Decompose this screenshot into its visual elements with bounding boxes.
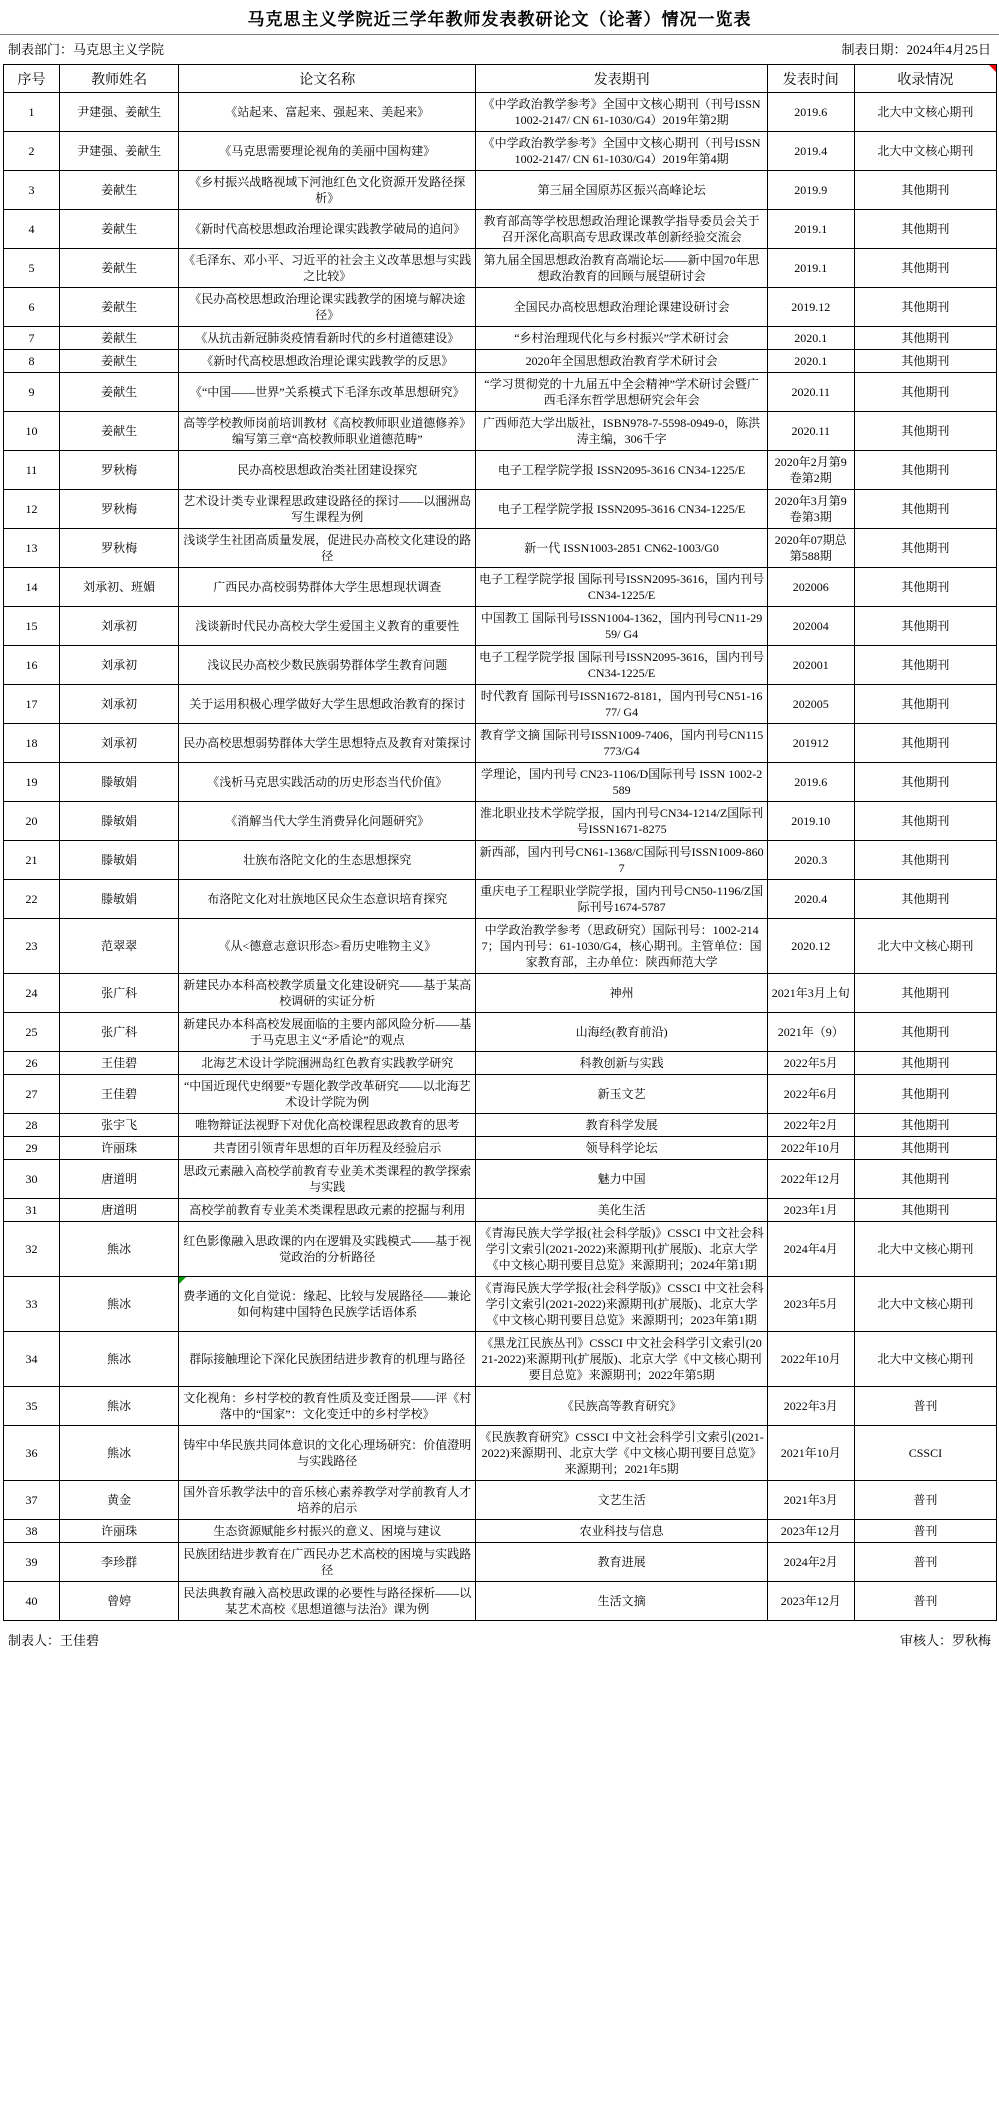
cell-index-status: CSSCI — [854, 1426, 996, 1481]
cell-teacher-name: 罗秋梅 — [60, 490, 179, 529]
table-row — [4, 93, 997, 132]
cell-paper-title: 高校学前教育专业美术类课程思政元素的挖掘与利用 — [179, 1199, 476, 1222]
table-row — [4, 1520, 997, 1543]
table-row — [4, 373, 997, 412]
cell-seq: 4 — [4, 210, 60, 249]
footer-reviewer: 审核人：罗秋梅 — [899, 1633, 991, 1648]
table-row — [4, 1582, 997, 1621]
cell-journal: 中学政治教学参考（思政研究）国际刊号：1002-2147；国内刊号：61-1030/G4，核心期刊。主管单位：国家教育部，主办单位：陕西师范大学 — [476, 919, 767, 974]
cell-seq: 32 — [4, 1222, 60, 1277]
cell-paper-title: 《毛泽东、邓小平、习近平的社会主义改革思想与实践之比较》 — [179, 249, 476, 288]
cell-teacher-name: 尹建强、姜献生 — [60, 132, 179, 171]
column-header-paper-title: 论文名称 — [179, 65, 476, 93]
cell-index-status: 其他期刊 — [854, 288, 996, 327]
cell-teacher-name: 许丽珠 — [60, 1137, 179, 1160]
cell-teacher-name: 姜献生 — [60, 350, 179, 373]
cell-teacher-name: 刘承初 — [60, 685, 179, 724]
cell-journal: 教育进展 — [476, 1543, 767, 1582]
table-row — [4, 451, 997, 490]
cell-paper-title: 民办高校思想政治类社团建设探究 — [179, 451, 476, 490]
cell-seq: 6 — [4, 288, 60, 327]
papers-table — [3, 64, 997, 1621]
cell-publish-date: 2022年3月 — [767, 1387, 854, 1426]
cell-paper-title: 《从<德意志意识形态>看历史唯物主义》 — [179, 919, 476, 974]
cell-seq: 30 — [4, 1160, 60, 1199]
cell-journal: 广西师范大学出版社，ISBN978-7-5598-0949-0，陈洪涛主编，306千字 — [476, 412, 767, 451]
table-body — [4, 93, 997, 1621]
cell-seq: 20 — [4, 802, 60, 841]
cell-journal: 教育学文摘 国际刊号ISSN1009-7406，国内刊号CN115773/G4 — [476, 724, 767, 763]
cell-index-status: 其他期刊 — [854, 1199, 996, 1222]
cell-teacher-name: 姜献生 — [60, 327, 179, 350]
cell-index-status: 北大中文核心期刊 — [854, 919, 996, 974]
cell-index-status: 其他期刊 — [854, 373, 996, 412]
cell-index-status: 其他期刊 — [854, 841, 996, 880]
table-row — [4, 568, 997, 607]
cell-journal: 《青海民族大学学报(社会科学版)》CSSCI 中文社会科学引文索引(2021-2022)来源期刊(扩展版)、北京大学《中文核心期刊要目总览》来源期刊；2024年第1期 — [476, 1222, 767, 1277]
table-row — [4, 607, 997, 646]
cell-paper-title: 红色影像融入思政课的内在逻辑及实践模式——基于视觉政治的分析路径 — [179, 1222, 476, 1277]
table-row — [4, 724, 997, 763]
cell-journal: 淮北职业技术学院学报，国内刊号CN34-1214/Z国际刊号ISSN1671-8275 — [476, 802, 767, 841]
footer-preparer: 制表人：王佳碧 — [8, 1633, 100, 1648]
cell-teacher-name: 王佳碧 — [60, 1075, 179, 1114]
cell-publish-date: 2024年4月 — [767, 1222, 854, 1277]
cell-publish-date: 2020.11 — [767, 412, 854, 451]
cell-seq: 14 — [4, 568, 60, 607]
cell-publish-date: 202006 — [767, 568, 854, 607]
cell-journal: 《青海民族大学学报(社会科学版)》CSSCI 中文社会科学引文索引(2021-2022)来源期刊(扩展版)、北京大学《中文核心期刊要目总览》来源期刊；2023年第1期 — [476, 1277, 767, 1332]
column-header-journal: 发表期刊 — [476, 65, 767, 93]
cell-seq: 40 — [4, 1582, 60, 1621]
cell-paper-title: 北海艺术设计学院涠洲岛红色教育实践教学研究 — [179, 1052, 476, 1075]
cell-seq: 5 — [4, 249, 60, 288]
table-row — [4, 132, 997, 171]
cell-teacher-name: 张广科 — [60, 974, 179, 1013]
cell-paper-title: 关于运用积极心理学做好大学生思想政治教育的探讨 — [179, 685, 476, 724]
cell-publish-date: 2022年12月 — [767, 1160, 854, 1199]
cell-paper-title: 《新时代高校思想政治理论课实践教学的反思》 — [179, 350, 476, 373]
cell-journal: 《黑龙江民族丛刊》CSSCI 中文社会科学引文索引(2021-2022)来源期刊(扩展版)、北京大学《中文核心期刊要目总览》来源期刊；2022年第5期 — [476, 1332, 767, 1387]
cell-paper-title: 《民办高校思想政治理论课实践教学的困境与解决途径》 — [179, 288, 476, 327]
cell-index-status: 其他期刊 — [854, 327, 996, 350]
cell-journal: 新玉文艺 — [476, 1075, 767, 1114]
cell-paper-title: 《站起来、富起来、强起来、美起来》 — [179, 93, 476, 132]
cell-teacher-name: 曾婷 — [60, 1582, 179, 1621]
cell-journal: 电子工程学院学报 ISSN2095-3616 CN34-1225/E — [476, 490, 767, 529]
cell-publish-date: 202001 — [767, 646, 854, 685]
cell-index-status: 其他期刊 — [854, 412, 996, 451]
cell-paper-title: 新建民办本科高校教学质量文化建设研究——基于某高校调研的实证分析 — [179, 974, 476, 1013]
cell-seq: 29 — [4, 1137, 60, 1160]
cell-publish-date: 2019.6 — [767, 763, 854, 802]
cell-seq: 11 — [4, 451, 60, 490]
cell-paper-title: 广西民办高校弱势群体大学生思想现状调查 — [179, 568, 476, 607]
cell-paper-title: “中国近现代史纲要”专题化教学改革研究——以北海艺术设计学院为例 — [179, 1075, 476, 1114]
cell-seq: 10 — [4, 412, 60, 451]
cell-seq: 16 — [4, 646, 60, 685]
cell-seq: 26 — [4, 1052, 60, 1075]
cell-paper-title: 文化视角：乡村学校的教育性质及变迁图景——评《村落中的“国家”：文化变迁中的乡村学校》 — [179, 1387, 476, 1426]
cell-teacher-name: 张宇飞 — [60, 1114, 179, 1137]
cell-index-status: 其他期刊 — [854, 451, 996, 490]
cell-index-status: 其他期刊 — [854, 568, 996, 607]
cell-seq: 27 — [4, 1075, 60, 1114]
cell-paper-title: 浅谈新时代民办高校大学生爱国主义教育的重要性 — [179, 607, 476, 646]
cell-teacher-name: 滕敏娟 — [60, 763, 179, 802]
cell-teacher-name: 姜献生 — [60, 249, 179, 288]
cell-publish-date: 201912 — [767, 724, 854, 763]
cell-publish-date: 2019.10 — [767, 802, 854, 841]
table-row — [4, 1222, 997, 1277]
cell-publish-date: 2023年1月 — [767, 1199, 854, 1222]
table-row — [4, 880, 997, 919]
cell-seq: 37 — [4, 1481, 60, 1520]
table-row — [4, 1013, 997, 1052]
table-row — [4, 1543, 997, 1582]
cell-publish-date: 2019.1 — [767, 249, 854, 288]
cell-index-status: 北大中文核心期刊 — [854, 1222, 996, 1277]
cell-paper-title: 新建民办本科高校发展面临的主要内部风险分析——基于马克思主义“矛盾论”的观点 — [179, 1013, 476, 1052]
cell-publish-date: 2020.4 — [767, 880, 854, 919]
table-row — [4, 288, 997, 327]
cell-teacher-name: 熊冰 — [60, 1332, 179, 1387]
cell-index-status: 其他期刊 — [854, 646, 996, 685]
table-row — [4, 1426, 997, 1481]
cell-teacher-name: 王佳碧 — [60, 1052, 179, 1075]
table-row — [4, 249, 997, 288]
column-header-publish-date: 发表时间 — [767, 65, 854, 93]
cell-journal: 新一代 ISSN1003-2851 CN62-1003/G0 — [476, 529, 767, 568]
cell-paper-title: 民法典教育融入高校思政课的必要性与路径探析——以某艺术高校《思想道德与法治》课为例 — [179, 1582, 476, 1621]
meta-department: 制表部门：马克思主义学院 — [8, 42, 165, 57]
cell-teacher-name: 许丽珠 — [60, 1520, 179, 1543]
cell-publish-date: 2020.12 — [767, 919, 854, 974]
cell-journal: 电子工程学院学报 国际刊号ISSN2095-3616，国内刊号CN34-1225/E — [476, 646, 767, 685]
cell-index-status: 其他期刊 — [854, 529, 996, 568]
cell-index-status: 其他期刊 — [854, 249, 996, 288]
cell-publish-date: 2022年2月 — [767, 1114, 854, 1137]
cell-paper-title: 群际接触理论下深化民族团结进步教育的机理与路径 — [179, 1332, 476, 1387]
table-row — [4, 919, 997, 974]
cell-paper-title: 《新时代高校思想政治理论课实践教学破局的追问》 — [179, 210, 476, 249]
table-row — [4, 802, 997, 841]
cell-teacher-name: 唐道明 — [60, 1160, 179, 1199]
table-row — [4, 841, 997, 880]
cell-index-status: 北大中文核心期刊 — [854, 1332, 996, 1387]
cell-publish-date: 2023年5月 — [767, 1277, 854, 1332]
cell-index-status: 北大中文核心期刊 — [854, 93, 996, 132]
cell-index-status: 其他期刊 — [854, 880, 996, 919]
cell-paper-title: 共青团引领青年思想的百年历程及经验启示 — [179, 1137, 476, 1160]
cell-paper-title: 生态资源赋能乡村振兴的意义、困境与建议 — [179, 1520, 476, 1543]
cell-paper-title: 《马克思需要理论视角的美丽中国构建》 — [179, 132, 476, 171]
cell-seq: 2 — [4, 132, 60, 171]
cell-teacher-name: 滕敏娟 — [60, 880, 179, 919]
cell-seq: 36 — [4, 1426, 60, 1481]
cell-teacher-name: 张广科 — [60, 1013, 179, 1052]
cell-index-status: 其他期刊 — [854, 724, 996, 763]
cell-index-status: 其他期刊 — [854, 350, 996, 373]
cell-index-status: 北大中文核心期刊 — [854, 132, 996, 171]
cell-index-status: 其他期刊 — [854, 685, 996, 724]
cell-paper-title: 民办高校思想弱势群体大学生思想特点及教育对策探讨 — [179, 724, 476, 763]
table-row — [4, 412, 997, 451]
cell-seq: 21 — [4, 841, 60, 880]
table-row — [4, 1277, 997, 1332]
cell-index-status: 普刊 — [854, 1387, 996, 1426]
cell-journal: “乡村治理现代化与乡村振兴”学术研讨会 — [476, 327, 767, 350]
table-row — [4, 1481, 997, 1520]
cell-publish-date: 2022年6月 — [767, 1075, 854, 1114]
cell-paper-title: 民族团结进步教育在广西民办艺术高校的困境与实践路径 — [179, 1543, 476, 1582]
cell-journal: 《中学政治教学参考》全国中文核心期刊（刊号ISSN 1002-2147/ CN 61-1030/G4）2019年第4期 — [476, 132, 767, 171]
cell-journal: 中国教工 国际刊号ISSN1004-1362，国内刊号CN11-2959/ G4 — [476, 607, 767, 646]
cell-teacher-name: 姜献生 — [60, 373, 179, 412]
table-row — [4, 490, 997, 529]
cell-index-status: 其他期刊 — [854, 210, 996, 249]
cell-seq: 18 — [4, 724, 60, 763]
cell-teacher-name: 黄金 — [60, 1481, 179, 1520]
table-row — [4, 350, 997, 373]
cell-publish-date: 2020年3月第9卷第3期 — [767, 490, 854, 529]
cell-journal: 魅力中国 — [476, 1160, 767, 1199]
table-row — [4, 685, 997, 724]
cell-journal: 电子工程学院学报 国际刊号ISSN2095-3616，国内刊号CN34-1225/E — [476, 568, 767, 607]
cell-index-status: 其他期刊 — [854, 1075, 996, 1114]
cell-seq: 25 — [4, 1013, 60, 1052]
cell-publish-date: 202004 — [767, 607, 854, 646]
cell-journal: 《民族高等教育研究》 — [476, 1387, 767, 1426]
table-row — [4, 1199, 997, 1222]
table-row — [4, 529, 997, 568]
cell-seq: 39 — [4, 1543, 60, 1582]
cell-publish-date: 2023年12月 — [767, 1520, 854, 1543]
cell-seq: 1 — [4, 93, 60, 132]
cell-seq: 19 — [4, 763, 60, 802]
cell-journal: 2020年全国思想政治教育学术研讨会 — [476, 350, 767, 373]
cell-journal: 生活文摘 — [476, 1582, 767, 1621]
cell-journal: “学习贯彻党的十九届五中全会精神”学术研讨会暨广西毛泽东哲学思想研究会年会 — [476, 373, 767, 412]
cell-teacher-name: 姜献生 — [60, 412, 179, 451]
cell-seq: 3 — [4, 171, 60, 210]
page-title: 马克思主义学院近三学年教师发表教研论文（论著）情况一览表 — [247, 10, 752, 29]
cell-seq: 23 — [4, 919, 60, 974]
table-row — [4, 1160, 997, 1199]
cell-index-status: 北大中文核心期刊 — [854, 1277, 996, 1332]
cell-publish-date: 2019.1 — [767, 210, 854, 249]
cell-seq: 22 — [4, 880, 60, 919]
cell-journal: 农业科技与信息 — [476, 1520, 767, 1543]
cell-teacher-name: 刘承初 — [60, 646, 179, 685]
cell-index-status: 其他期刊 — [854, 607, 996, 646]
cell-seq: 8 — [4, 350, 60, 373]
cell-index-status: 普刊 — [854, 1543, 996, 1582]
cell-seq: 7 — [4, 327, 60, 350]
cell-publish-date: 2020年2月第9卷第2期 — [767, 451, 854, 490]
cell-paper-title: 唯物辩证法视野下对优化高校课程思政教育的思考 — [179, 1114, 476, 1137]
cell-seq: 15 — [4, 607, 60, 646]
cell-paper-title: 思政元素融入高校学前教育专业美术类课程的教学探索与实践 — [179, 1160, 476, 1199]
cell-publish-date: 2023年12月 — [767, 1582, 854, 1621]
cell-journal: 电子工程学院学报 ISSN2095-3616 CN34-1225/E — [476, 451, 767, 490]
cell-paper-title: 《浅析马克思实践活动的历史形态当代价值》 — [179, 763, 476, 802]
cell-index-status: 其他期刊 — [854, 802, 996, 841]
cell-teacher-name: 罗秋梅 — [60, 451, 179, 490]
footer-row — [0, 1621, 999, 1659]
cell-seq: 28 — [4, 1114, 60, 1137]
cell-teacher-name: 滕敏娟 — [60, 841, 179, 880]
cell-paper-title: 艺术设计类专业课程思政建设路径的探讨——以涠洲岛写生课程为例 — [179, 490, 476, 529]
cell-teacher-name: 唐道明 — [60, 1199, 179, 1222]
table-row — [4, 1137, 997, 1160]
cell-seq: 13 — [4, 529, 60, 568]
cell-paper-title: 高等学校教师岗前培训教材《高校教师职业道德修养》编写第三章“高校教师职业道德范畴” — [179, 412, 476, 451]
cell-teacher-name: 姜献生 — [60, 171, 179, 210]
cell-journal: 第三届全国原苏区振兴高峰论坛 — [476, 171, 767, 210]
meta-row — [0, 35, 999, 64]
cell-paper-title: 铸牢中华民族共同体意识的文化心理场研究：价值澄明与实践路径 — [179, 1426, 476, 1481]
cell-seq: 17 — [4, 685, 60, 724]
cell-publish-date: 2021年3月 — [767, 1481, 854, 1520]
cell-index-status: 其他期刊 — [854, 490, 996, 529]
table-row — [4, 974, 997, 1013]
cell-index-status: 普刊 — [854, 1582, 996, 1621]
cell-teacher-name: 熊冰 — [60, 1387, 179, 1426]
cell-publish-date: 2021年3月上旬 — [767, 974, 854, 1013]
cell-paper-title: 《消解当代大学生消费异化问题研究》 — [179, 802, 476, 841]
cell-seq: 12 — [4, 490, 60, 529]
cell-journal: 重庆电子工程职业学院学报，国内刊号CN50-1196/Z国际刊号1674-5787 — [476, 880, 767, 919]
cell-index-status: 其他期刊 — [854, 1052, 996, 1075]
cell-index-status: 普刊 — [854, 1520, 996, 1543]
cell-paper-title: 《“中国——世界”关系模式下毛泽东改革思想研究》 — [179, 373, 476, 412]
cell-publish-date: 2022年10月 — [767, 1137, 854, 1160]
cell-journal: 新西部，国内刊号CN61-1368/C国际刊号ISSN1009-8607 — [476, 841, 767, 880]
cell-paper-title: 《乡村振兴战略视域下河池红色文化资源开发路径探析》 — [179, 171, 476, 210]
cell-publish-date: 2020.1 — [767, 350, 854, 373]
column-header-teacher-name: 教师姓名 — [60, 65, 179, 93]
cell-seq: 24 — [4, 974, 60, 1013]
cell-teacher-name: 刘承初、班媚 — [60, 568, 179, 607]
cell-publish-date: 2022年5月 — [767, 1052, 854, 1075]
cell-teacher-name: 刘承初 — [60, 607, 179, 646]
cell-journal: 第九届全国思想政治教育高端论坛——新中国70年思想政治教育的回顾与展望研讨会 — [476, 249, 767, 288]
cell-teacher-name: 熊冰 — [60, 1222, 179, 1277]
cell-journal: 全国民办高校思想政治理论课建设研讨会 — [476, 288, 767, 327]
cell-seq: 9 — [4, 373, 60, 412]
table-row — [4, 1114, 997, 1137]
cell-publish-date: 2019.4 — [767, 132, 854, 171]
cell-teacher-name: 刘承初 — [60, 724, 179, 763]
cell-seq: 34 — [4, 1332, 60, 1387]
cell-teacher-name: 尹建强、姜献生 — [60, 93, 179, 132]
cell-journal: 教育科学发展 — [476, 1114, 767, 1137]
table-row — [4, 1387, 997, 1426]
cell-publish-date: 2020.3 — [767, 841, 854, 880]
cell-publish-date: 2020.11 — [767, 373, 854, 412]
column-header-index-status: 收录情况 — [854, 65, 996, 93]
cell-paper-title: 《从抗击新冠肺炎疫情看新时代的乡村道德建设》 — [179, 327, 476, 350]
cell-journal: 《民族教育研究》CSSCI 中文社会科学引文索引(2021-2022)来源期刊、北京大学《中文核心期刊要目总览》来源期刊；2021年5期 — [476, 1426, 767, 1481]
cell-paper-title: 浅谈学生社团高质量发展，促进民办高校文化建设的路径 — [179, 529, 476, 568]
cell-teacher-name: 姜献生 — [60, 210, 179, 249]
cell-teacher-name: 滕敏娟 — [60, 802, 179, 841]
table-row — [4, 763, 997, 802]
table-row — [4, 327, 997, 350]
cell-paper-title: 布洛陀文化对壮族地区民众生态意识培育探究 — [179, 880, 476, 919]
cell-index-status: 其他期刊 — [854, 974, 996, 1013]
cell-journal: 神州 — [476, 974, 767, 1013]
cell-journal: 《中学政治教学参考》全国中文核心期刊（刊号ISSN 1002-2147/ CN 61-1030/G4）2019年第2期 — [476, 93, 767, 132]
cell-publish-date: 2021年10月 — [767, 1426, 854, 1481]
cell-publish-date: 2022年10月 — [767, 1332, 854, 1387]
header-row — [4, 65, 997, 93]
table-row — [4, 646, 997, 685]
cell-journal: 教育部高等学校思想政治理论课教学指导委员会关于召开深化高职高专思政课改革创新经验交流会 — [476, 210, 767, 249]
cell-publish-date: 2021年（9） — [767, 1013, 854, 1052]
cell-publish-date: 2024年2月 — [767, 1543, 854, 1582]
cell-teacher-name: 熊冰 — [60, 1277, 179, 1332]
cell-index-status: 普刊 — [854, 1481, 996, 1520]
meta-date: 制表日期：2024年4月25日 — [841, 42, 991, 57]
cell-seq: 38 — [4, 1520, 60, 1543]
cell-publish-date: 2020.1 — [767, 327, 854, 350]
cell-teacher-name: 熊冰 — [60, 1426, 179, 1481]
table-row — [4, 171, 997, 210]
cell-index-status: 其他期刊 — [854, 1114, 996, 1137]
cell-index-status: 其他期刊 — [854, 171, 996, 210]
cell-journal: 美化生活 — [476, 1199, 767, 1222]
table-row — [4, 1075, 997, 1114]
table-row — [4, 210, 997, 249]
cell-index-status: 其他期刊 — [854, 1137, 996, 1160]
cell-journal: 领导科学论坛 — [476, 1137, 767, 1160]
cell-paper-title: 浅议民办高校少数民族弱势群体学生教育问题 — [179, 646, 476, 685]
cell-journal: 文艺生活 — [476, 1481, 767, 1520]
cell-publish-date: 202005 — [767, 685, 854, 724]
column-header-seq: 序号 — [4, 65, 60, 93]
cell-paper-title: 壮族布洛陀文化的生态思想探究 — [179, 841, 476, 880]
table-row — [4, 1052, 997, 1075]
cell-journal: 山海经(教育前沿) — [476, 1013, 767, 1052]
cell-seq: 31 — [4, 1199, 60, 1222]
cell-publish-date: 2019.6 — [767, 93, 854, 132]
cell-journal: 时代教育 国际刊号ISSN1672-8181，国内刊号CN51-1677/ G4 — [476, 685, 767, 724]
cell-seq: 35 — [4, 1387, 60, 1426]
cell-paper-title: 国外音乐教学法中的音乐核心素养教学对学前教育人才培养的启示 — [179, 1481, 476, 1520]
cell-teacher-name: 李珍群 — [60, 1543, 179, 1582]
cell-publish-date: 2020年07期总第588期 — [767, 529, 854, 568]
cell-paper-title: 费孝通的文化自觉说：缘起、比较与发展路径——兼论如何构建中国特色民族学话语体系 — [179, 1277, 476, 1332]
cell-publish-date: 2019.9 — [767, 171, 854, 210]
cell-publish-date: 2019.12 — [767, 288, 854, 327]
cell-index-status: 其他期刊 — [854, 763, 996, 802]
cell-index-status: 其他期刊 — [854, 1013, 996, 1052]
cell-teacher-name: 罗秋梅 — [60, 529, 179, 568]
cell-seq: 33 — [4, 1277, 60, 1332]
table-row — [4, 1332, 997, 1387]
cell-teacher-name: 范翠翠 — [60, 919, 179, 974]
cell-journal: 科教创新与实践 — [476, 1052, 767, 1075]
cell-journal: 学理论，国内刊号 CN23-1106/D国际刊号 ISSN 1002-2589 — [476, 763, 767, 802]
cell-teacher-name: 姜献生 — [60, 288, 179, 327]
cell-index-status: 其他期刊 — [854, 1160, 996, 1199]
